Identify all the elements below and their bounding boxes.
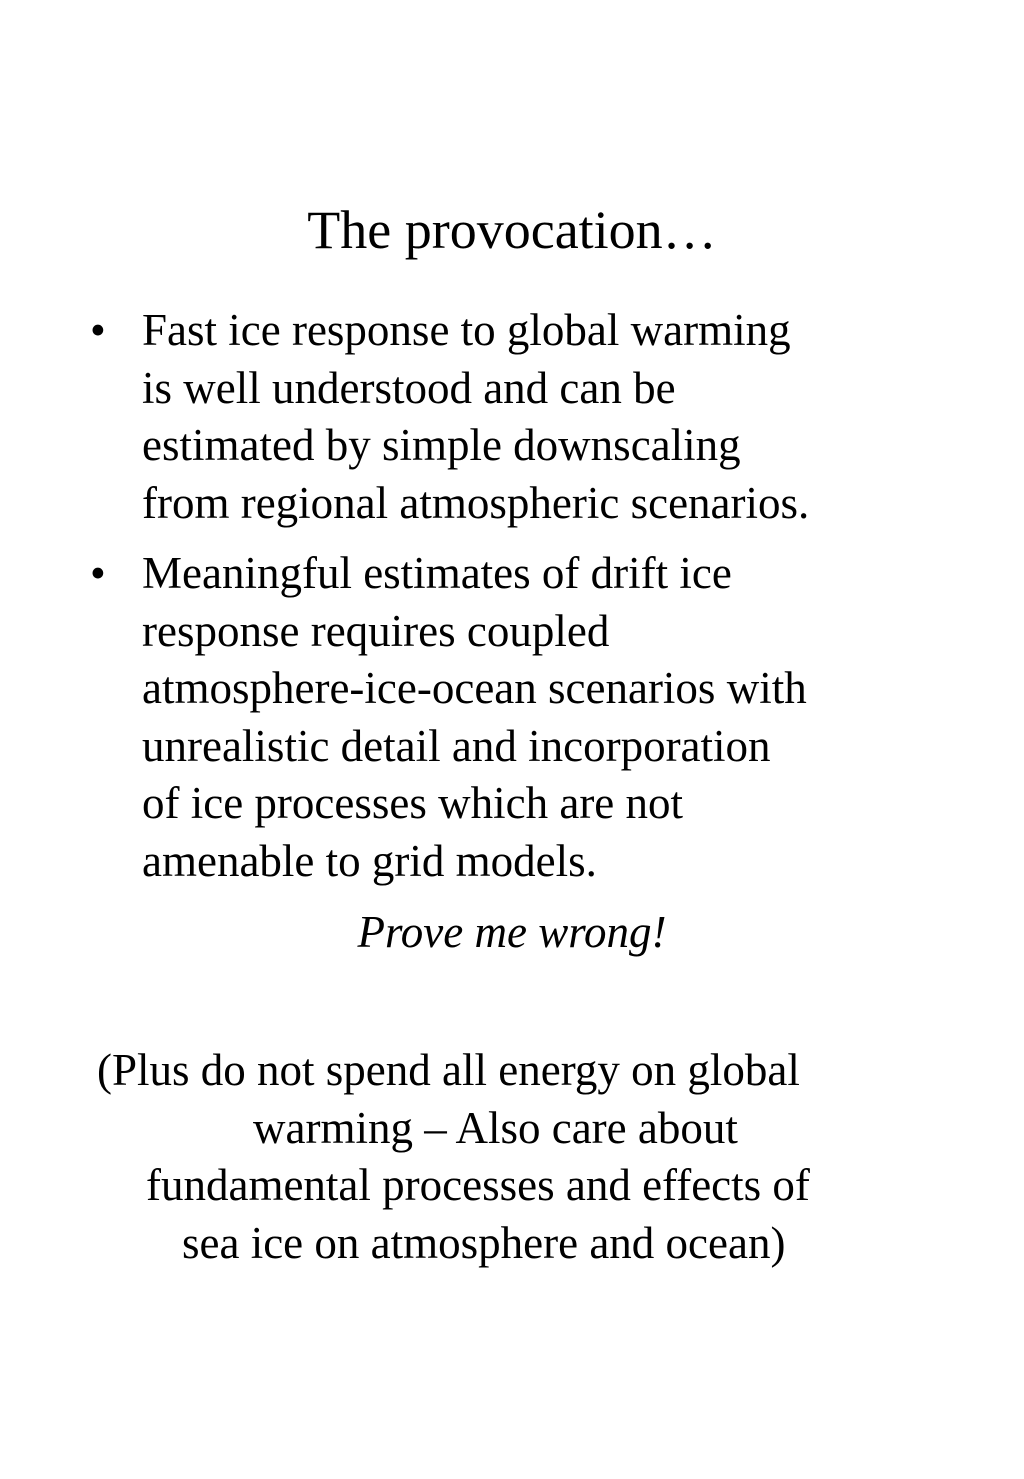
bullet-list <box>90 302 950 903</box>
bullet-line: unrealistic detail and incorporation <box>142 720 771 771</box>
bullet-line: response requires coupled <box>142 605 610 656</box>
bullet-line: from regional atmospheric scenarios. <box>142 477 810 528</box>
closing-note-line: (Plus do not spend all energy on global <box>97 1045 800 1095</box>
bullet-line: is well understood and can be <box>142 362 676 413</box>
bullet-line: estimated by simple downscaling <box>142 420 741 470</box>
bullet-marker: • <box>90 305 106 355</box>
closing-note-line: warming – Also care about <box>253 1102 738 1153</box>
bullet-item-fast-ice <box>90 302 950 532</box>
emphasis-text: Prove me wrong! <box>357 907 667 957</box>
closing-note-line: sea ice on atmosphere and ocean) <box>182 1217 786 1268</box>
bullet-item-drift-ice <box>90 545 950 890</box>
closing-note-line: fundamental processes and effects of <box>146 1160 810 1210</box>
bullet-line: atmosphere-ice-ocean scenarios with <box>142 663 807 713</box>
bullet-marker: • <box>90 548 106 598</box>
bullet-line: amenable to grid models. <box>142 835 597 886</box>
closing-note <box>0 1042 1024 1272</box>
bullet-line: of ice processes which are not <box>142 778 684 828</box>
bullet-line: Meaningful estimates of drift ice <box>142 548 732 598</box>
slide-title: The provocation… <box>307 200 717 260</box>
bullet-line: Fast ice response to global warming <box>142 305 791 355</box>
